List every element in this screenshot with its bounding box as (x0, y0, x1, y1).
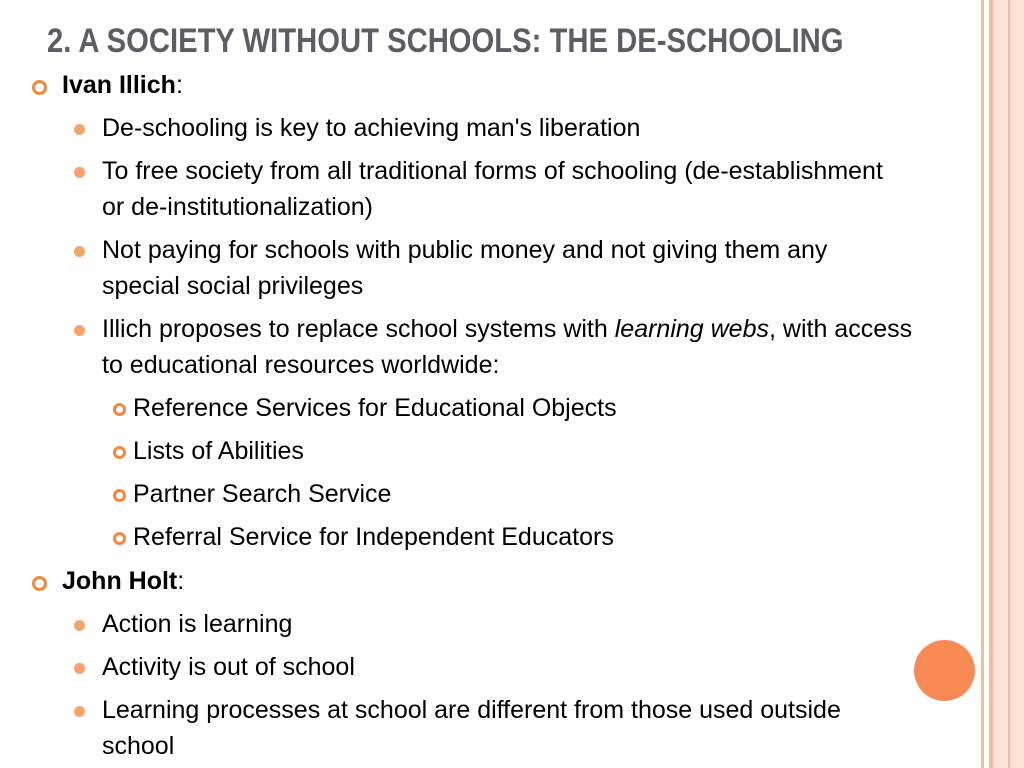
list-item: Activity is out of school (102, 653, 355, 681)
level2-bullet-icon (74, 325, 85, 336)
list-item-continuation: special social privileges (102, 272, 364, 300)
level3-bullet-icon (113, 446, 126, 459)
sub-list-item: Partner Search Service (133, 480, 392, 508)
section-colon: : (177, 567, 185, 595)
level2-bullet-icon (74, 124, 85, 135)
level2-bullet-icon (74, 167, 85, 178)
list-item-continuation: to educational resources worldwide: (102, 351, 500, 379)
decorative-circle (914, 640, 975, 701)
level2-bullet-icon (74, 663, 85, 674)
emphasis-text: learning webs (614, 315, 769, 343)
section-name: John Holt (62, 567, 178, 595)
section-heading-holt (62, 563, 184, 599)
level2-bullet-icon (74, 620, 85, 631)
right-decorative-stripes (978, 0, 1024, 768)
level1-bullet-icon (32, 576, 47, 591)
text-after-emphasis: , with access (769, 315, 913, 343)
sub-list-item: Lists of Abilities (133, 437, 304, 465)
section-name: Ivan Illich (62, 71, 176, 99)
list-item: To free society from all traditional forms of schooling (de-establishment (102, 157, 883, 185)
level2-bullet-icon (74, 246, 85, 257)
list-item: Learning processes at school are different from those used outside (102, 696, 841, 724)
list-item: De-schooling is key to achieving man's liberation (102, 114, 641, 142)
section-heading-illich (62, 67, 183, 103)
list-item (102, 311, 912, 347)
list-item: Not paying for schools with public money and not giving them any (102, 236, 828, 264)
slide-title: 2. A SOCIETY WITHOUT SCHOOLS: THE DE-SCHOOLING (47, 22, 844, 60)
level3-bullet-icon (113, 532, 126, 545)
list-item: Action is learning (102, 610, 293, 638)
stripe-line (1008, 0, 1010, 768)
text-before-emphasis: Illich proposes to replace school systems with (102, 315, 615, 343)
list-item-continuation: school (102, 732, 175, 760)
level2-bullet-icon (74, 706, 85, 717)
sub-list-item: Referral Service for Independent Educators (133, 523, 614, 551)
section-colon: : (175, 71, 183, 99)
level1-bullet-icon (32, 80, 47, 95)
level3-bullet-icon (113, 403, 126, 416)
level3-bullet-icon (113, 489, 126, 502)
sub-list-item: Reference Services for Educational Objects (133, 394, 617, 422)
list-item-continuation: or de-institutionalization) (102, 193, 373, 221)
